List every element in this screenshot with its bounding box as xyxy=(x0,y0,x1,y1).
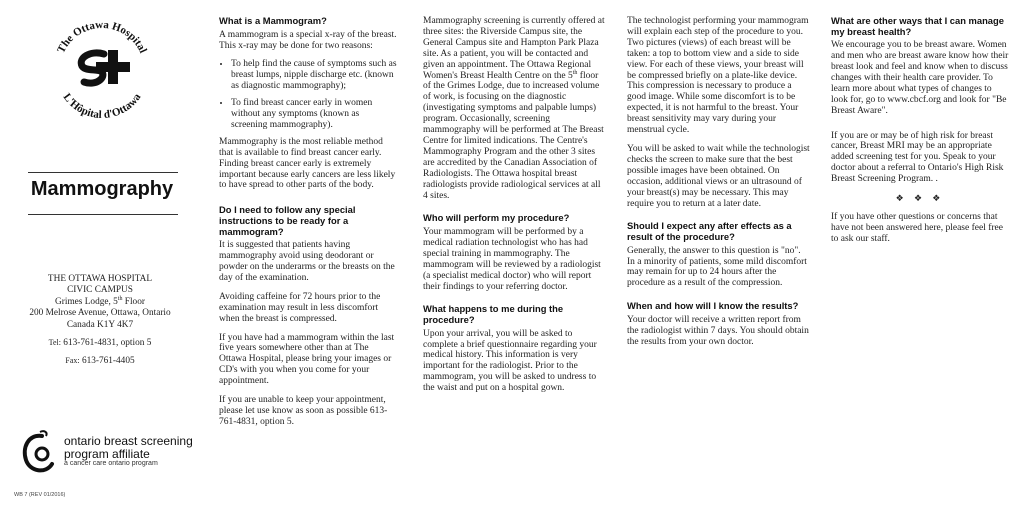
affiliate-line-3: a cancer care ontario program xyxy=(64,460,158,467)
paragraph: Mammography screening is currently offered at three sites: the Riverside Campus site, the General Campus site and Hampton Park Plaza site. As a patient, you will be contacted and given an appointment. The Ottawa Regional Women's Breast Health Centre on the 5th floor of the Grimes Lodge, due to increased volume of work, is focusing on the diagnostic (investigating symptoms and palpable lumps) program. Occasionally, screening mammography will be performed at The Breast Centre for limited indications. The Centre's Mammography Program and the other 3 sites are accredited by the Canadian Association of Radiologists. The Ottawa hospital breast radiologists provide radiological services at all 4 sites. xyxy=(423,16,605,201)
column-1 xyxy=(219,16,397,436)
affiliate-line-1: ontario breast screening xyxy=(64,434,193,448)
heading-breast-health: What are other ways that I can manage my breast health? xyxy=(831,15,1004,37)
paragraph: If you have had a mammogram within the last five years somewhere other than at The Ottawa Hospital, please bring your images or CD's with you when you come for your appointment. xyxy=(219,332,395,387)
reasons-list xyxy=(219,59,397,130)
heading-during-procedure: What happens to me during the procedure? xyxy=(423,303,564,326)
paragraph: Avoiding caffeine for 72 hours prior to the examination may result in less discomfort when the breast is compressed. xyxy=(219,291,381,324)
svg-text:L'Hôpital d'Ottawa xyxy=(61,91,144,121)
column-4 xyxy=(831,16,1009,253)
ottawa-hospital-logo xyxy=(46,12,158,124)
paragraph: Upon your arrival, you will be asked to complete a brief questionnaire regarding your medical history. This information is very important for the radiologist. Prior to the mammogram, you will be asked to undress to the waist and put on a hospital gown. xyxy=(423,328,597,394)
logo-top-text: The Ottawa Hospital xyxy=(55,18,149,56)
heading-results: When and how will I know the results? xyxy=(627,300,799,312)
title-rule-top xyxy=(28,172,178,173)
affiliate-line-2: program affiliate xyxy=(64,446,150,461)
heading-after-effects: Should I expect any after effects as a result of the procedure? xyxy=(627,220,792,242)
paragraph: Your doctor will receive a written report from the radiologist within 7 days. You should obtain the results from your own doctor. xyxy=(627,314,809,347)
address-block xyxy=(0,274,200,368)
obsp-ribbon-icon xyxy=(20,430,60,476)
column-2 xyxy=(423,16,606,402)
paragraph: If you have other questions or concerns that have not been answered here, please feel free to ask our staff. xyxy=(831,211,1003,244)
address-line: CIVIC CAMPUS xyxy=(67,285,133,296)
address-line: Canada K1Y 4K7 xyxy=(66,319,134,330)
address-line: Grimes Lodge, 5th Floor xyxy=(55,295,145,307)
address-line: THE OTTAWA HOSPITAL xyxy=(47,274,153,284)
paragraph: The technologist performing your mammogram will explain each step of the procedure to you. Two pictures (views) of each breast will be taken: a top to bottom view and a side to side view. For each of these views, your breast will be compressed briefly on a plate-like device. This compression is necessary to produce a good image. While some discomfort is to be expected, it is not harmful to the breast. Your breast sensitivity may vary during your menstrual cycle. xyxy=(627,16,809,136)
phone-line: Tel: 613-761-4831, option 5 xyxy=(48,338,152,349)
paragraph: If you are unable to keep your appointment, please let use know as soon as possible 613-761-4831, option 5. xyxy=(219,395,388,427)
address-line: 200 Melrose Avenue, Ottawa, Ontario xyxy=(29,308,171,319)
paragraph: A mammogram is a special x-ray of the breast. This x-ray may be done for two reasons: xyxy=(219,29,397,51)
heading-who-performs: Who will perform my procedure? xyxy=(423,212,570,224)
heading-special-instructions: Do I need to follow any special instructions to be ready for a mammogram? xyxy=(219,204,356,237)
form-code: WB 7 (REV 01/2016) xyxy=(14,492,66,498)
page-title: Mammography xyxy=(30,178,174,200)
paragraph: Generally, the answer to this question is "no". In a minority of patients, some mild discomfort may remain for up to 24 hours after the procedure as a result of the compression. xyxy=(627,245,807,289)
logo-bottom-text: L'Hôpital d'Ottawa xyxy=(60,91,144,122)
paragraph: It is suggested that patients having mammography avoid using deodorant or powder on the underarms or the breasts on the day of the examination. xyxy=(219,240,395,283)
paragraph: We encourage you to be breast aware. Women and men who are breast aware know how their breast look and feel and know when to discuss changes with their health care provider. To learn more about what types of changes to look for, go to www.cbcf.org and look for "Be Breast Aware". xyxy=(831,40,1009,116)
svg-text:The Ottawa Hospital xyxy=(55,19,149,55)
diamond-separator-icon: ❖ ❖ ❖ xyxy=(895,193,945,204)
paragraph: If you are or may be of high risk for breast cancer, Breast MRI may be an appropriate added screening test for you. Speak to your doctor about a referral to Ontario's High Risk Breast Screening Program. . xyxy=(831,130,1004,185)
list-item: • To help find the cause of symptoms such as breast lumps, nipple discharge etc. (known as diagnostic mammography); xyxy=(231,59,397,92)
paragraph: You will be asked to wait while the technologist checks the screen to make sure that the best possible images have been obtained. On occasion, additional views or an ultrasound of your breast(s) may be necessary. This may require you to return at a later date. xyxy=(627,143,810,209)
paragraph: Your mammogram will be performed by a medical radiation technologist who has had special training in mammography. The mammogram will be reviewed by a radiologist (a specialist medical doctor) who will report their findings to your referring doctor. xyxy=(423,227,601,292)
paragraph: Mammography is the most reliable method that is available to find breast cancer early. Finding breast cancer early is extremely important because early cancers are less likely to have spread to other parts of the body. xyxy=(219,136,396,191)
heading-what-is-mammogram: What is a Mammogram? xyxy=(219,15,327,26)
fax-line: Fax: 613-761-4405 xyxy=(65,356,135,367)
list-item: • To find breast cancer early in women without any symptoms (known as screening mammography). xyxy=(231,98,397,131)
title-rule-bottom xyxy=(28,214,178,215)
obsp-affiliate-logo xyxy=(20,430,200,478)
cover-panel xyxy=(0,0,193,512)
column-3 xyxy=(627,16,810,356)
